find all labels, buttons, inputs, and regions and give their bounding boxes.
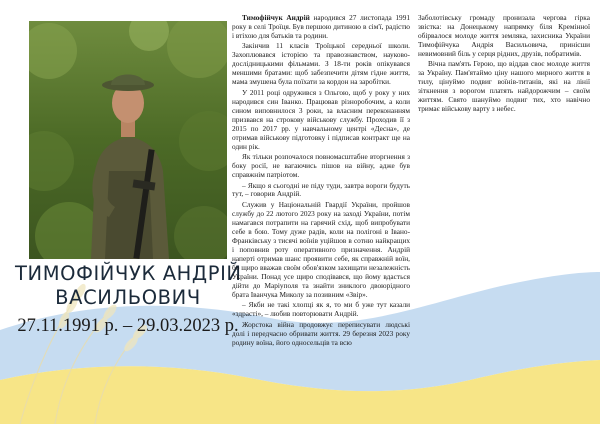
paragraph-6: Служив у Національній Гвардії України, пройшов службу до 22 лютого 2023 року на заході України, потім намагався потрапити на гарячий схід, щоб випробувати себе в бою. Тому дуже радів, коли на полігоні в Івано-Франківську з тисячі воїнів уційшов в сотню найкращих і поповнив роту оперативного призначення. Андрій наперті отримав шанс проявити себе, як справжній воїн, бо щиро вважав своїм обов'язком захищати незалежність України. Понад усе щиро сподівався, що йому вдасться дійти до Маріуполя та знайти зниклого двоюрідного брата Іванчука Миколу за позивним «Звір». <box>232 200 410 299</box>
paragraph-4: Як тільки розпочалося повномасштабне вторгнення з боку росії, не вагаючись пішов на війну, адже був справжнім патріотом. <box>232 152 410 179</box>
paragraph-9: Заболотівську громаду пронизала чергова гірка звістка: на Донецькому напрямку біля Кремінної обірвалося молоде життя земляка, захисника України Тимофійчука Андрія Васильовича, принісши невимовний біль у серця рідних, друзів, побратимів. <box>418 13 590 58</box>
paragraph-1-text: народився 27 листопада 1991 року в селі Троїця. Був першою дитиною в сім'ї, радістю і втіхою для батьків та родини. <box>232 13 410 40</box>
soldier-portrait-photo <box>29 21 227 259</box>
biography-column-2 <box>418 14 590 116</box>
paragraph-2: Закінчив 11 класів Троїцької середньої школи. Захоплювався історією та правознавством, науково-дослідницькими фільмами. З 18-ти років опікувався меншими братами: щоб забезпечити дітям гідне життя, мама змушена була поїхати за кордон на заробітки. <box>232 41 410 87</box>
paragraph-3: У 2011 році одружився з Ольгою, щоб у року у них народився син Іванко. Працював різноробочим, а коли сином виповнилося 3 роки, за власним переконанням призвався на строкову військову службу. Проходив її з 2015 по 2017 рр. у навчальному центрі «Десна», де отримав військову підготовку і підписав контракт ще на один рік. <box>232 87 410 151</box>
hero-name-block <box>15 262 241 337</box>
paragraph-1 <box>232 14 410 41</box>
paragraph-10: Вічна пам'ять Герою, що віддав своє молоде життя за Україну. Пам'ятаймо ціну нашого мирного життя в тилу, цінуймо подвиг воїнів-титанів, які на лінії зіткнення з ворогом платять найдорожчим – своїм життям. Свято шануймо подвиг тих, хто навічно тримає військову варту з небес. <box>418 59 590 114</box>
hero-life-dates: 27.11.1991 р. – 29.03.2023 р. <box>17 316 239 336</box>
hero-name-line1: ТИМОФІЙЧУК АНДРІЙ <box>15 262 242 285</box>
paragraph-5: – Якщо я сьогодні не піду туди, завтра вороги будуть тут, – говорив Андрій. <box>232 180 410 199</box>
paragraph-7: – Якби не такі хлопці як я, то ми б уже тут казали «здрасті», – любив повторювати Андрій. <box>232 300 410 319</box>
hero-name-line2: ВАСИЛЬОВИЧ <box>55 286 201 309</box>
paragraph-8: Жорстока війна продовжує переписувати людські долі і передчасно обривати життя. 29 березня 2023 року родину воїна, його односельців та всю <box>232 319 410 347</box>
biography-column-1 <box>232 14 410 349</box>
lead-name: Тимофійчук Андрій <box>242 13 310 22</box>
